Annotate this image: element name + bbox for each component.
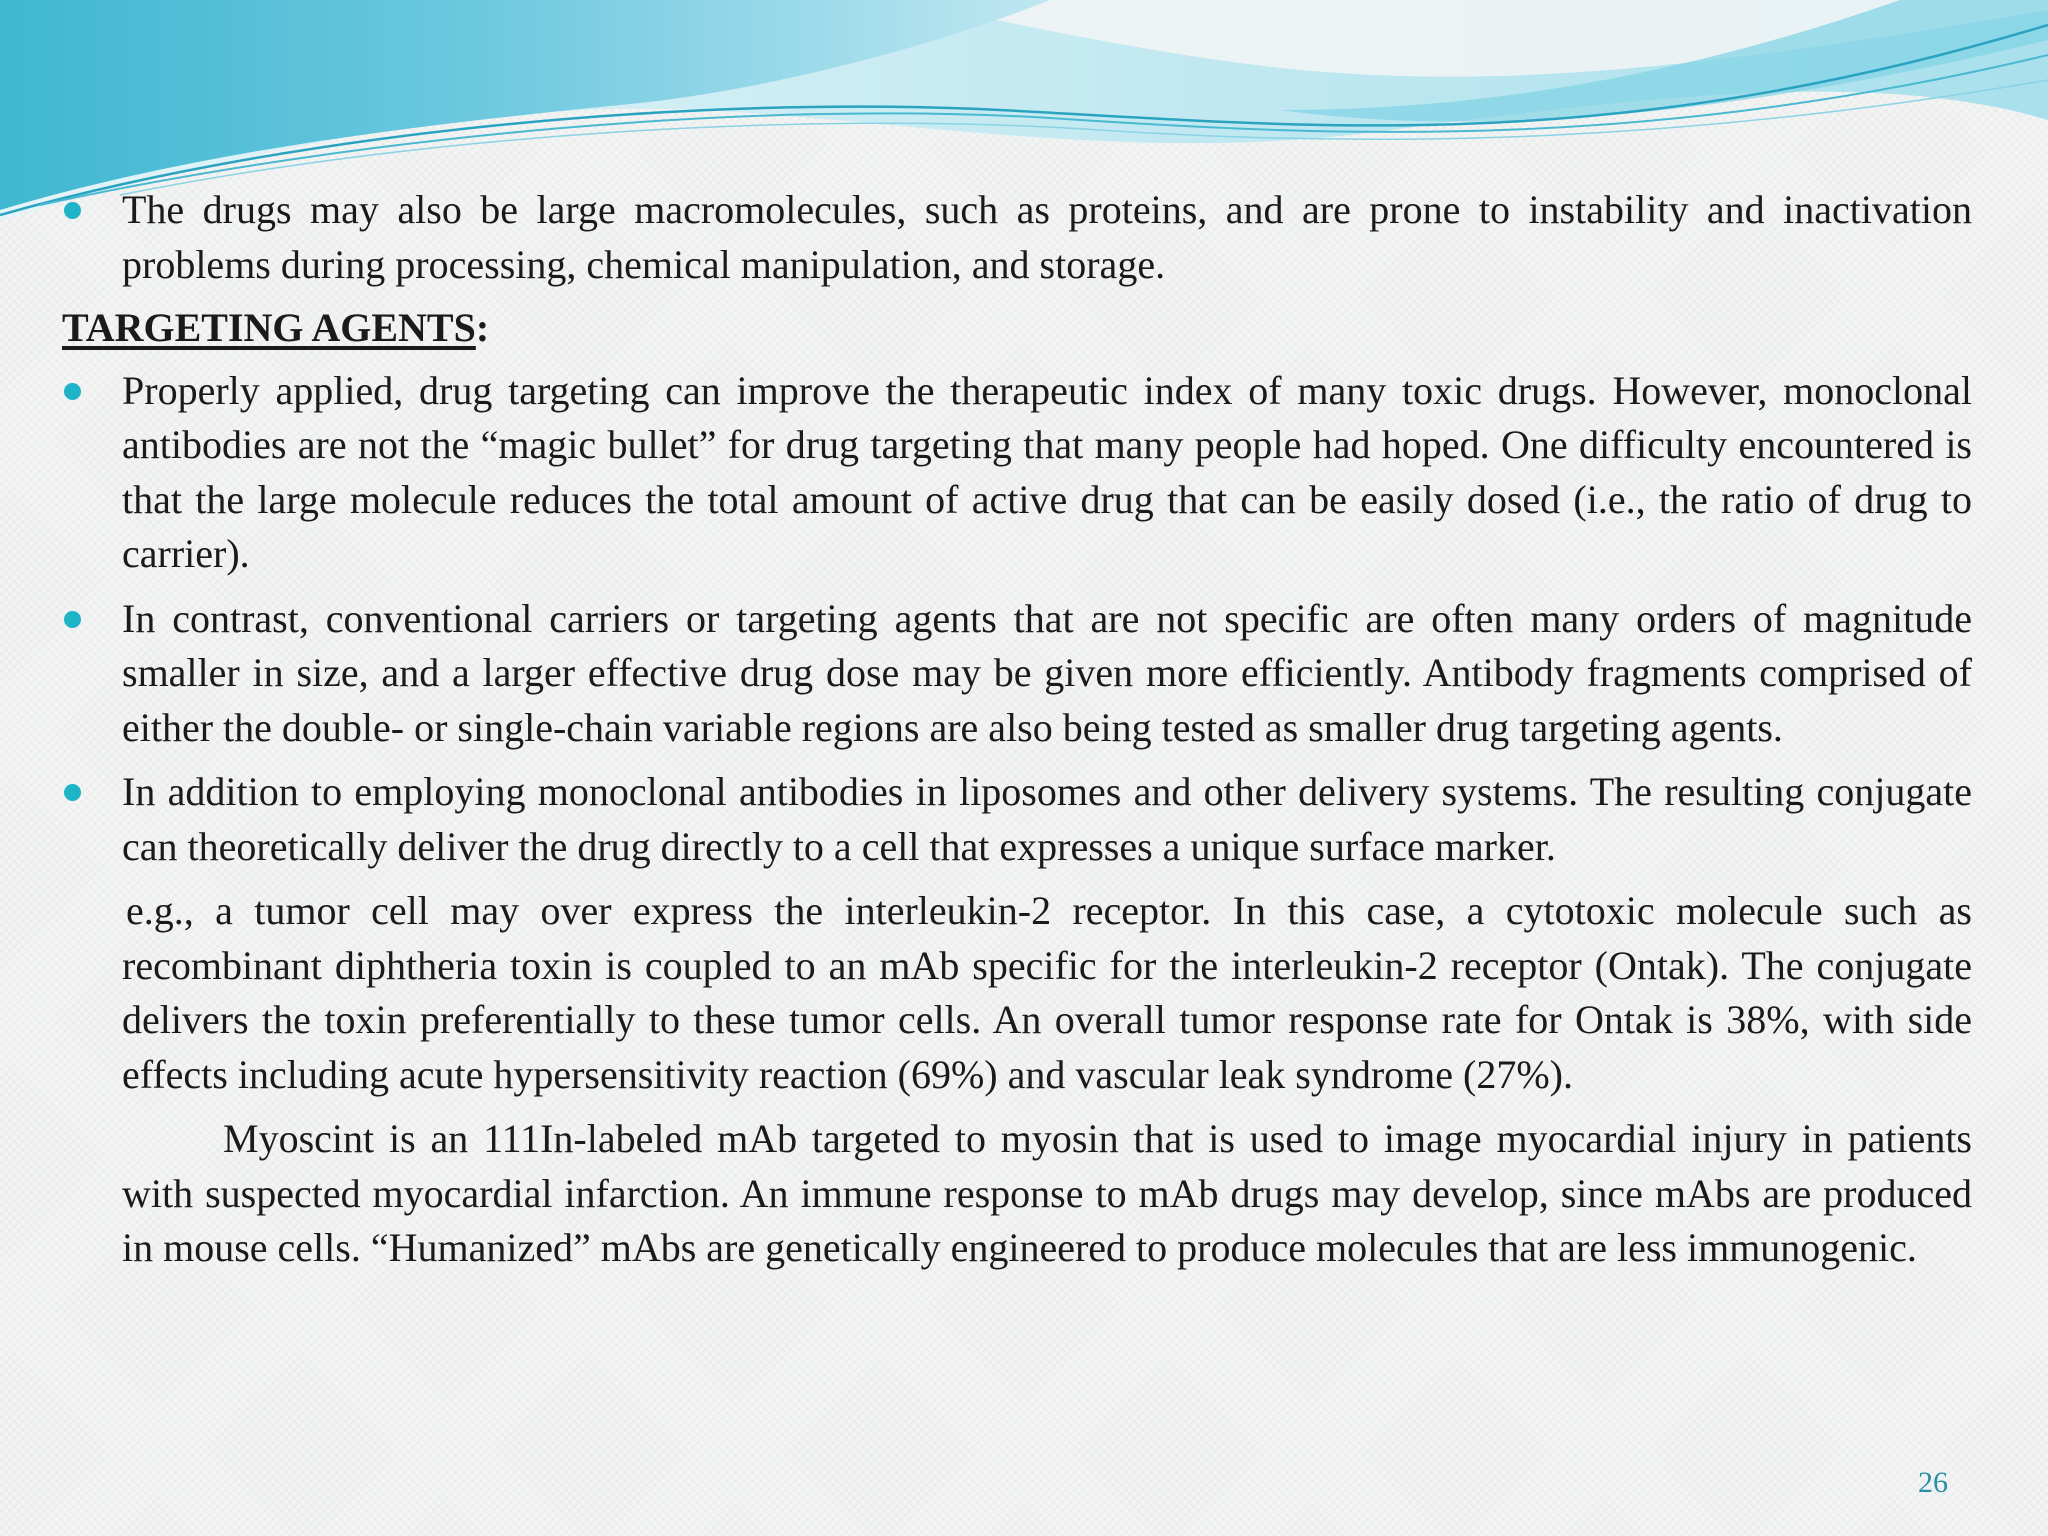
bullet-text: Properly applied, drug targeting can improve the therapeutic index of many toxic drugs. However, monoclonal antibodies are not the “magic bullet” for drug targeting that many people had hoped. One difficulty encountered is that the large molecule reduces the total amount of active drug that can be easily dosed (i.e., the ratio of drug to carrier). (122, 367, 1972, 576)
bullet-item-monoclonal-antibodies (60, 765, 1972, 874)
example-paragraph: e.g., a tumor cell may over express the interleukin-2 receptor. In this case, a cytotoxic molecule such as recombinant diphtheria toxin is coupled to an mAb specific for the interleukin-2 receptor (Ontak). The conjugate delivers the toxin preferentially to these tumor cells. An overall tumor response rate for Ontak is 38%, with side effects including acute hypersensitivity reaction (69%) and vascular leak syndrome (27%). (122, 888, 1972, 1097)
bullet-text: In addition to employing monoclonal antibodies in liposomes and other delivery systems. The resulting conjugate can theoretically deliver the drug directly to a cell that expresses a unique surface marker. (122, 769, 1972, 869)
filled-circle-bullet-icon (64, 784, 81, 801)
page-number: 26 (1918, 1466, 1948, 1499)
intro-bullet-item (60, 183, 1972, 292)
slide-content (60, 183, 1972, 1276)
section-heading (62, 301, 1972, 356)
myoscint-paragraph: Myoscint is an 111In-labeled mAb targeted to myosin that is used to image myocardial injury in patients with suspected myocardial infarction. An immune response to mAb drugs may develop, since mAbs are produced in mouse cells. “Humanized” mAbs are genetically engineered to produce molecules that are less immunogenic. (122, 1116, 1972, 1270)
filled-circle-bullet-icon (64, 611, 81, 628)
bullet-item-conventional-carriers (60, 592, 1972, 756)
bullet-item-drug-targeting (60, 364, 1972, 582)
filled-circle-bullet-icon (64, 383, 81, 400)
bullet-text: In contrast, conventional carriers or targeting agents that are not specific are often many orders of magnitude smaller in size, and a larger effective drug dose may be given more efficiently. Antibody fragments comprised of either the double- or single-chain variable regions are also being tested as smaller drug targeting agents. (122, 595, 1972, 750)
filled-circle-bullet-icon (64, 202, 81, 219)
section-heading-text: TARGETING AGENTS (62, 305, 476, 350)
section-heading-suffix: : (475, 305, 490, 350)
intro-bullet-text: The drugs may also be large macromolecules, such as proteins, and are prone to instability and inactivation problems during processing, chemical manipulation, and storage. (122, 187, 1972, 287)
